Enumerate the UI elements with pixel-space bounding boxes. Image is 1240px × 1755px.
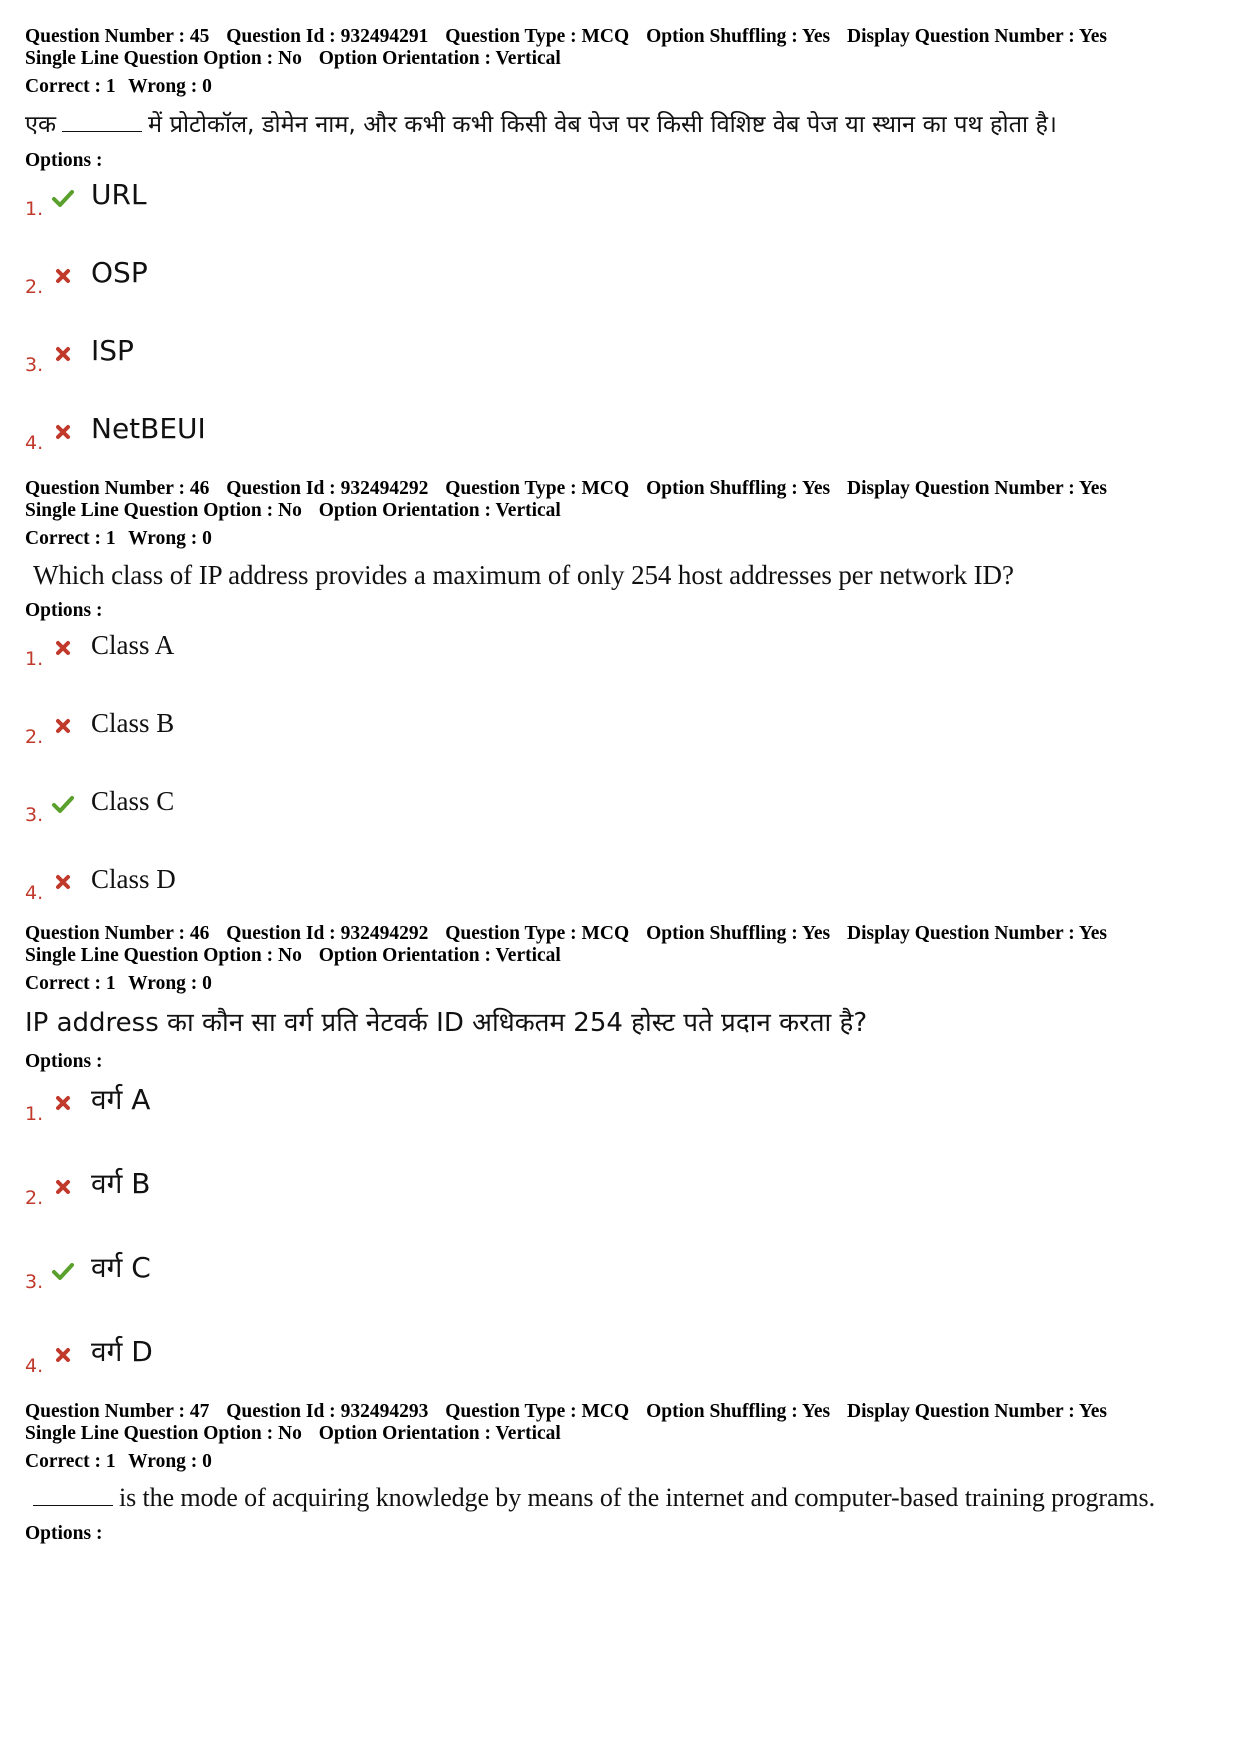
meta-question-id: Question Id : 932494291 (226, 26, 429, 47)
wrong-icon (51, 264, 75, 288)
options-list (25, 180, 1215, 492)
question-block-46-en (25, 478, 1215, 923)
option-number: 1. (25, 198, 44, 220)
option-text: Class A (91, 630, 175, 660)
meta-option-orientation: Option Orientation : Vertical (318, 500, 561, 521)
marks-line (25, 528, 1215, 550)
question-meta-line-2 (25, 500, 1215, 522)
question-meta-line-2 (25, 945, 1215, 967)
question-block-46-hi (25, 923, 1215, 1401)
question-text: is the mode of acquiring knowledge by means of the internet and computer-based training programs. (25, 1481, 1215, 1515)
meta-single-line-option: Single Line Question Option : No (25, 500, 302, 521)
option-text: ISP (91, 334, 134, 367)
meta-option-shuffling: Option Shuffling : Yes (646, 1401, 831, 1422)
option-number: 3. (25, 1271, 44, 1293)
meta-question-type: Question Type : MCQ (445, 1401, 630, 1422)
meta-option-shuffling: Option Shuffling : Yes (646, 26, 831, 47)
wrong-icon (51, 1091, 75, 1115)
option-number: 1. (25, 1103, 44, 1125)
meta-single-line-option: Single Line Question Option : No (25, 945, 302, 966)
meta-display-question-number: Display Question Number : Yes (846, 1401, 1108, 1422)
option-text: वर्ग D (91, 1335, 153, 1368)
correct-marks: Correct : 1 (25, 1451, 116, 1472)
question-meta-line-2 (25, 48, 1215, 70)
options-list (25, 1085, 1215, 1421)
question-meta-line-2 (25, 1423, 1215, 1445)
meta-question-number: Question Number : 47 (25, 1401, 210, 1422)
meta-question-id: Question Id : 932494292 (226, 923, 429, 944)
meta-question-number: Question Number : 46 (25, 923, 210, 944)
option-3 (25, 336, 1215, 414)
question-text: IP address का कौन सा वर्ग प्रति नेटवर्क ID अधिकतम 254 होस्ट पते प्रदान करता है? (25, 1008, 868, 1038)
wrong-icon (51, 870, 75, 894)
correct-icon (51, 792, 75, 816)
meta-option-orientation: Option Orientation : Vertical (318, 1423, 561, 1444)
question-meta-line-1 (25, 1401, 1215, 1423)
wrong-icon (51, 1343, 75, 1367)
question-text: एक में प्रोटोकॉल, डोमेन नाम, और कभी कभी किसी वेब पेज पर किसी विशिष्ट वेब पेज या स्थान का पथ होता है। (25, 110, 1057, 138)
meta-option-orientation: Option Orientation : Vertical (318, 945, 561, 966)
wrong-icon (51, 342, 75, 366)
wrong-marks: Wrong : 0 (128, 76, 212, 97)
option-2 (25, 1169, 1215, 1253)
meta-option-shuffling: Option Shuffling : Yes (646, 923, 831, 944)
option-text: Class C (91, 786, 175, 816)
correct-marks: Correct : 1 (25, 76, 116, 97)
correct-icon (51, 1259, 75, 1283)
option-text: NetBEUI (91, 412, 206, 445)
option-number: 2. (25, 726, 44, 748)
answer-blank (33, 1504, 113, 1506)
option-text: URL (91, 178, 147, 211)
option-number: 4. (25, 882, 44, 904)
marks-line (25, 76, 1215, 98)
question-meta-line-1 (25, 923, 1215, 945)
answer-blank (62, 130, 142, 132)
meta-display-question-number: Display Question Number : Yes (846, 923, 1108, 944)
meta-single-line-option: Single Line Question Option : No (25, 48, 302, 69)
option-number: 4. (25, 1355, 44, 1377)
options-list (25, 630, 1215, 942)
question-paper-page (25, 26, 1215, 1545)
meta-question-type: Question Type : MCQ (445, 26, 630, 47)
meta-question-type: Question Type : MCQ (445, 923, 630, 944)
option-3 (25, 1253, 1215, 1337)
option-number: 1. (25, 648, 44, 670)
option-text: Class D (91, 864, 176, 894)
option-1 (25, 1085, 1215, 1169)
options-label: Options : (25, 1051, 103, 1072)
options-label: Options : (25, 150, 103, 171)
meta-question-number: Question Number : 45 (25, 26, 210, 47)
options-label: Options : (25, 600, 103, 621)
wrong-icon (51, 636, 75, 660)
meta-option-shuffling: Option Shuffling : Yes (646, 478, 831, 499)
option-number: 3. (25, 804, 44, 826)
question-text: Which class of IP address provides a maximum of only 254 host addresses per network ID? (33, 560, 1014, 590)
question-block-45 (25, 26, 1215, 478)
option-text: वर्ग C (91, 1251, 151, 1284)
option-2 (25, 708, 1215, 786)
correct-marks: Correct : 1 (25, 528, 116, 549)
option-3 (25, 786, 1215, 864)
marks-line (25, 1451, 1215, 1473)
option-2 (25, 258, 1215, 336)
correct-icon (51, 186, 75, 210)
option-text: वर्ग A (91, 1083, 151, 1116)
meta-question-type: Question Type : MCQ (445, 478, 630, 499)
question-meta-line-1 (25, 26, 1215, 48)
option-text: Class B (91, 708, 175, 738)
option-number: 2. (25, 1187, 44, 1209)
option-text: वर्ग B (91, 1167, 151, 1200)
question-block-47 (25, 1401, 1215, 1545)
question-meta-line-1 (25, 478, 1215, 500)
option-text: OSP (91, 256, 148, 289)
option-1 (25, 180, 1215, 258)
meta-single-line-option: Single Line Question Option : No (25, 1423, 302, 1444)
meta-display-question-number: Display Question Number : Yes (846, 26, 1108, 47)
options-label: Options : (25, 1523, 103, 1544)
correct-marks: Correct : 1 (25, 973, 116, 994)
meta-question-number: Question Number : 46 (25, 478, 210, 499)
wrong-icon (51, 420, 75, 444)
option-number: 3. (25, 354, 44, 376)
meta-question-id: Question Id : 932494293 (226, 1401, 429, 1422)
meta-question-id: Question Id : 932494292 (226, 478, 429, 499)
wrong-icon (51, 1175, 75, 1199)
wrong-icon (51, 714, 75, 738)
marks-line (25, 973, 1215, 995)
meta-display-question-number: Display Question Number : Yes (846, 478, 1108, 499)
option-1 (25, 630, 1215, 708)
wrong-marks: Wrong : 0 (128, 1451, 212, 1472)
option-number: 4. (25, 432, 44, 454)
wrong-marks: Wrong : 0 (128, 973, 212, 994)
meta-option-orientation: Option Orientation : Vertical (318, 48, 561, 69)
option-number: 2. (25, 276, 44, 298)
wrong-marks: Wrong : 0 (128, 528, 212, 549)
